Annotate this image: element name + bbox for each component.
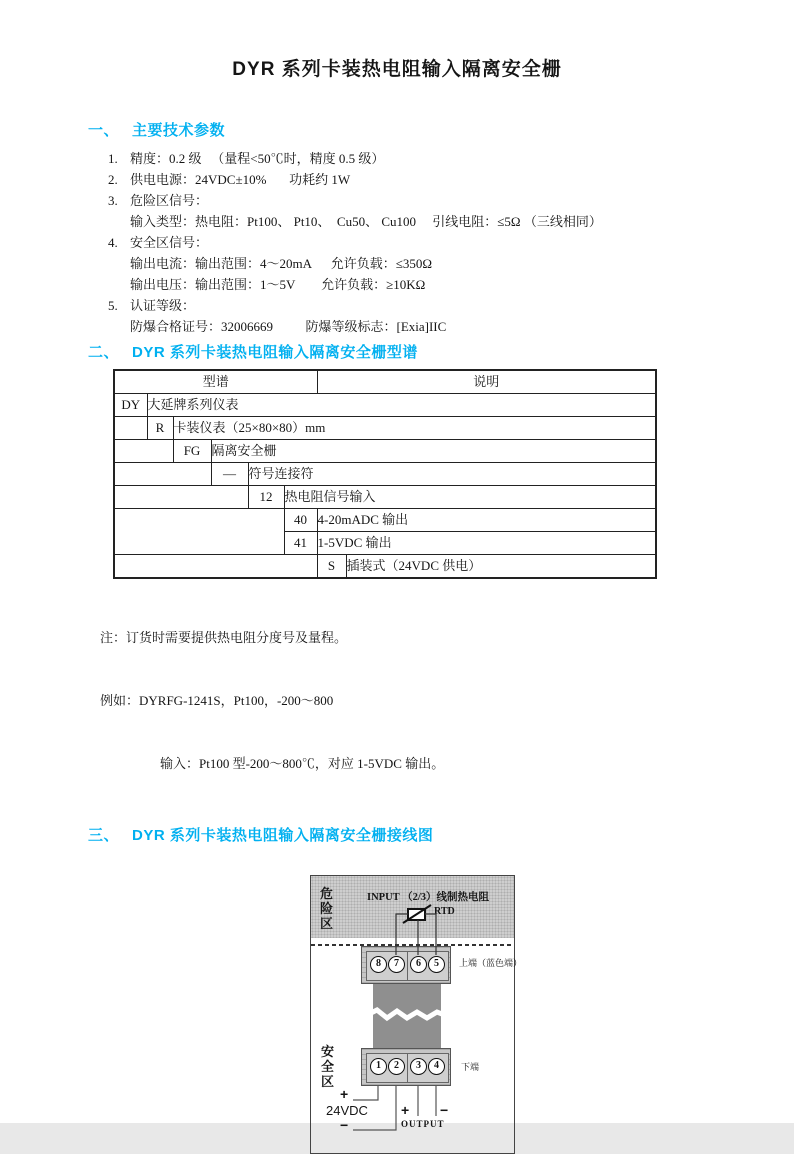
terminal-6: 6 (410, 956, 427, 973)
note-line: 输入：Pt100 型-200～800℃，对应 1-5VDC 输出。 (160, 756, 445, 771)
desc-cell: 隔离安全栅 (211, 440, 656, 463)
supply-plus-sign: + (340, 1086, 349, 1102)
table-row (114, 486, 656, 509)
desc-cell: 插装式（24VDC 供电） (346, 555, 656, 579)
section2-number: 二、 (88, 344, 120, 361)
empty-cell (114, 555, 317, 579)
code-cell: DY (114, 394, 147, 417)
terminal-4: 4 (428, 1058, 445, 1075)
rtd-label: RTD (434, 906, 455, 917)
item-text: 认证等级： (130, 298, 196, 313)
list-item-detail: 输出电压：输出范围：1～5V 允许负载：≥10KΩ (130, 277, 426, 292)
list-item (108, 148, 794, 169)
table-row (114, 555, 656, 579)
section2-heading (88, 341, 794, 362)
list-item (108, 232, 794, 253)
item-text: 供电电源：24VDC±10% 功耗约 1W (130, 172, 351, 187)
bottom-terminal-block (361, 1048, 451, 1086)
table-row (114, 440, 656, 463)
section3-number: 三、 (88, 827, 120, 844)
empty-cell (114, 440, 173, 463)
empty-cell (114, 509, 284, 555)
supply-minus-sign: − (340, 1117, 349, 1133)
section1-heading (88, 119, 794, 140)
note-line: 例如：DYRFG-1241S，Pt100，-200～800 (100, 693, 334, 708)
item-number: 3. (108, 193, 118, 208)
output-minus-sign: − (440, 1102, 449, 1118)
code-cell: R (147, 417, 173, 440)
supply-plus-wire (353, 1086, 378, 1100)
hazard-zone-band (311, 876, 514, 938)
empty-cell (114, 463, 211, 486)
code-cell: FG (173, 440, 211, 463)
table-notes (100, 585, 794, 816)
item-number: 4. (108, 235, 118, 250)
code-cell: 12 (248, 486, 284, 509)
item-number: 2. (108, 172, 118, 187)
table-row (114, 394, 656, 417)
list-item (108, 190, 794, 211)
terminal-3: 3 (410, 1058, 427, 1075)
list-item-detail: 防爆合格证号：32006669 防爆等级标志：[Exia]IIC (130, 319, 447, 334)
model-spectrum-table (113, 369, 657, 579)
list-item (108, 295, 794, 316)
wiring-diagram (310, 875, 523, 1154)
safe-zone-label: 安全区 (321, 1044, 335, 1089)
item-number: 5. (108, 298, 118, 313)
empty-cell (114, 486, 248, 509)
top-terminal-block (361, 946, 451, 984)
col-header-description: 说明 (317, 370, 656, 394)
top-block-label: 上端（蓝色端） (459, 958, 523, 968)
col-header-model: 型谱 (114, 370, 317, 394)
desc-cell: 热电阻信号输入 (284, 486, 656, 509)
hazard-zone-label: 危险区 (320, 886, 334, 931)
item-text: 精度：0.2 级 （量程<50℃时，精度 0.5 级） (130, 151, 385, 166)
item-text: 安全区信号： (130, 235, 209, 250)
section3-heading (88, 824, 794, 845)
section1-title: 主要技术参数 (132, 122, 226, 139)
code-cell: S (317, 555, 346, 579)
table-row (114, 463, 656, 486)
rtd-input-label: INPUT （2/3）线制热电阻 (367, 892, 490, 903)
terminal-2: 2 (388, 1058, 405, 1075)
desc-cell: 符号连接符 (248, 463, 656, 486)
note-line: 注：订货时需要提供热电阻分度号及量程。 (100, 630, 348, 645)
terminal-8: 8 (370, 956, 387, 973)
desc-cell: 卡装仪表（25×80×80）mm (173, 417, 656, 440)
section1-number: 一、 (88, 122, 120, 139)
desc-cell: 大延牌系列仪表 (147, 394, 656, 417)
desc-cell: 1-5VDC 输出 (317, 532, 656, 555)
tech-param-list (108, 148, 794, 337)
code-cell: 41 (284, 532, 317, 555)
terminal-7: 7 (388, 956, 405, 973)
table-row (114, 417, 656, 440)
list-item-detail: 输出电流：输出范围：4～20mA 允许负载：≤350Ω (130, 256, 433, 271)
terminal-1: 1 (370, 1058, 387, 1075)
item-number: 1. (108, 151, 118, 166)
page-title: DYR 系列卡装热电阻输入隔离安全栅 (232, 59, 562, 80)
code-cell: — (211, 463, 248, 486)
desc-cell: 4-20mADC 输出 (317, 509, 656, 532)
section3-title: DYR 系列卡装热电阻输入隔离安全栅接线图 (132, 827, 434, 844)
bottom-block-label: 下端 (461, 1062, 480, 1072)
list-item (108, 169, 794, 190)
empty-cell (114, 417, 147, 440)
code-cell: 40 (284, 509, 317, 532)
output-label: OUTPUT (401, 1119, 445, 1129)
output-plus-sign: + (401, 1102, 410, 1118)
item-text: 危险区信号： (130, 193, 209, 208)
section2-title: DYR 系列卡装热电阻输入隔离安全栅型谱 (132, 344, 418, 361)
barrier-body (373, 984, 441, 1048)
terminal-5: 5 (428, 956, 445, 973)
table-header-row (114, 370, 656, 394)
table-row (114, 509, 656, 532)
supply-voltage-label: 24VDC (326, 1103, 368, 1118)
list-item-detail: 输入类型：热电阻：Pt100、 Pt10、 Cu50、 Cu100 引线电阻：≤5Ω （三线相同） (130, 214, 602, 229)
